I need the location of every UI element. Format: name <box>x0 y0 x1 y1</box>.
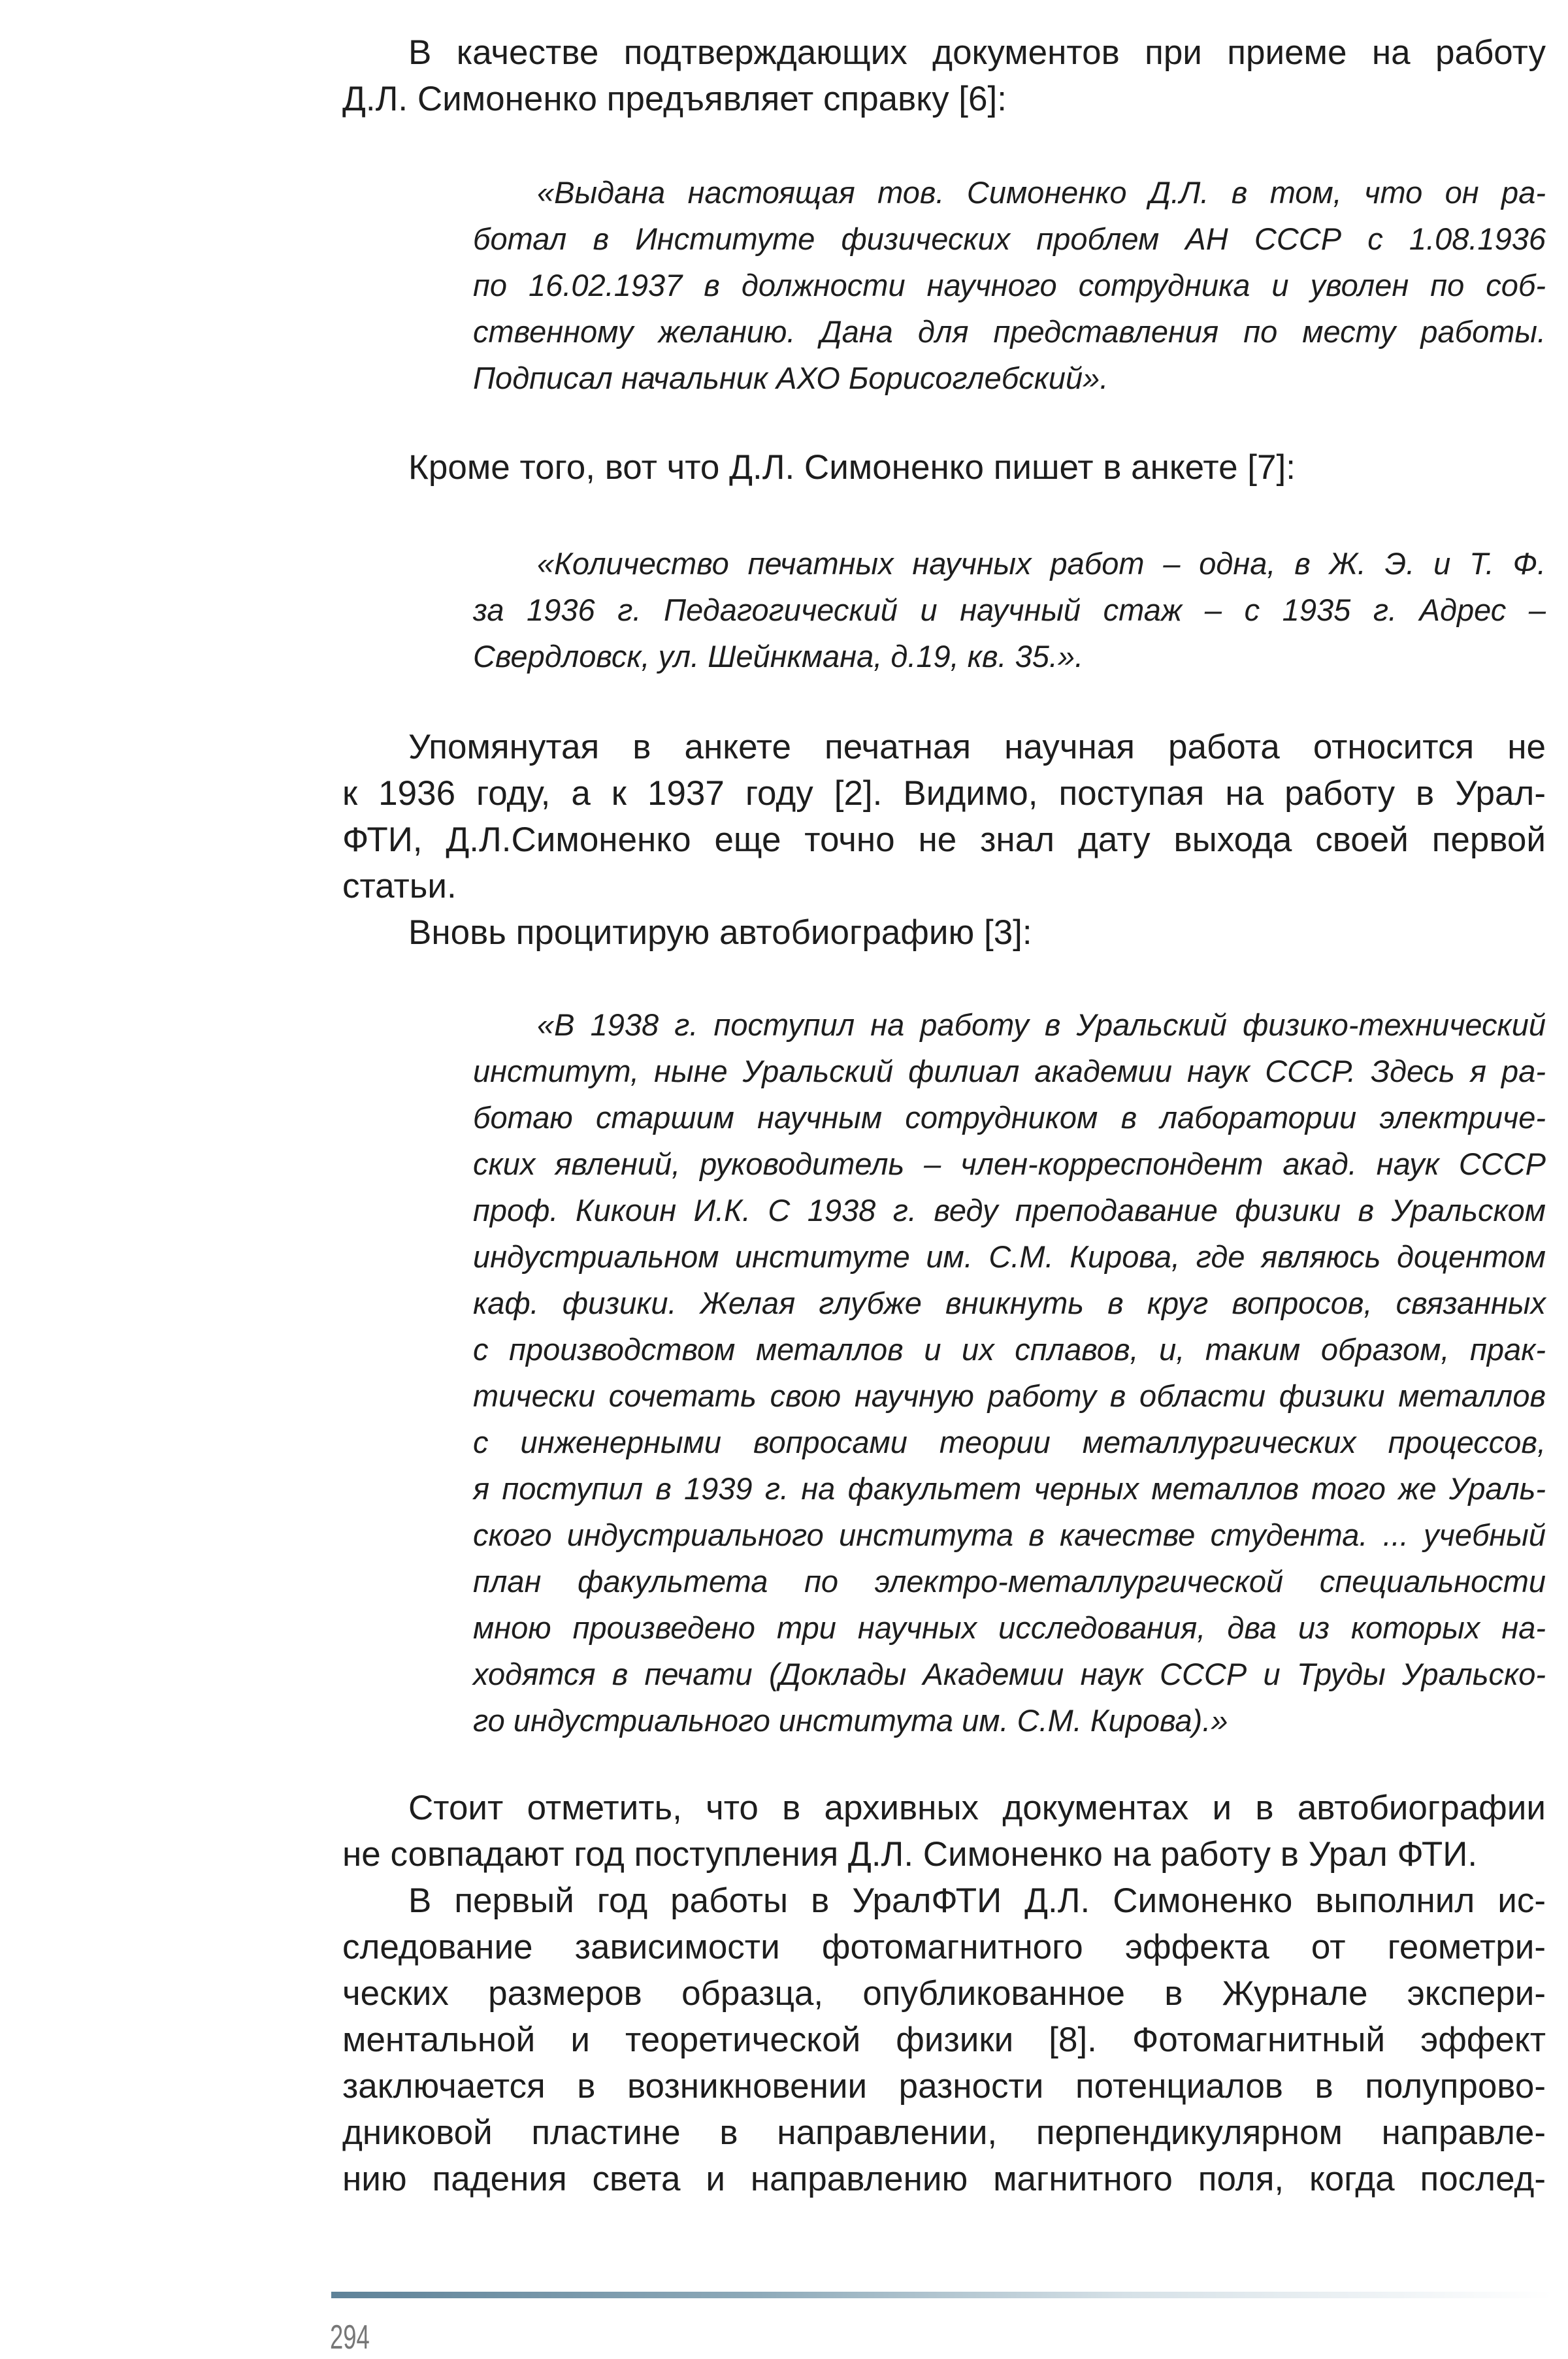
text-line: «Выдана настоящая тов. Симоненко Д.Л. в том, что он ра- <box>537 175 1546 210</box>
text-line: ходятся в печати (Доклады Академии наук СССР и Труды Уральско- <box>473 1657 1546 1691</box>
text-line: с производством металлов и их сплавов, и, таким образом, прак- <box>473 1332 1546 1367</box>
text-line: институт, ныне Уральский филиал академии наук СССР. Здесь я ра- <box>473 1054 1546 1088</box>
text-line: Вновь процитирую автобиографию [3]: <box>408 913 1032 952</box>
text-line: ственному желанию. Дана для представления по месту работы. <box>473 314 1546 349</box>
text-line: «В 1938 г. поступил на работу в Уральский физико-технический <box>537 1007 1546 1042</box>
text-line: го индустриального института им. С.М. Кирова).» <box>473 1703 1228 1738</box>
text-line: нию падения света и направлению магнитного поля, когда послед- <box>342 2160 1546 2198</box>
paragraph <box>342 1878 1546 2202</box>
text-line: Стоит отметить, что в архивных документах и в автобиографии <box>408 1789 1546 1827</box>
text-line: Подписал начальник АХО Борисоглебский». <box>473 361 1109 395</box>
text-line: следование зависимости фотомагнитного эффекта от геометри- <box>342 1928 1546 1966</box>
paragraph <box>342 444 1546 491</box>
text-line: ских явлений, руководитель – член-корреспондент акад. наук СССР <box>473 1147 1546 1181</box>
text-line: «Количество печатных научных работ – одна, в Ж. Э. и Т. Ф. <box>537 546 1546 581</box>
footer-divider <box>331 2292 1553 2298</box>
text-line: ческих размеров образца, опубликованное в Журнале экспери- <box>342 1974 1546 2013</box>
block-quote <box>473 169 1546 401</box>
text-line: тически сочетать свою научную работу в области физики металлов <box>473 1378 1546 1413</box>
text-line: ментальной и теоретической физики [8]. Фотомагнитный эффект <box>342 2021 1546 2059</box>
text-line: ФТИ, Д.Л.Симоненко еще точно не знал дату выхода своей первой <box>342 821 1546 859</box>
text-line: Упомянутая в анкете печатная научная работа относится не <box>408 728 1546 766</box>
text-line: Кроме того, вот что Д.Л. Симоненко пишет в анкете [7]: <box>408 448 1296 487</box>
text-line: к 1936 году, а к 1937 году [2]. Видимо, поступая на работу в Урал- <box>342 774 1546 813</box>
text-line: В первый год работы в УралФТИ Д.Л. Симоненко выполнил ис- <box>408 1881 1546 1920</box>
text-line: план факультета по электро-металлургической специальности <box>473 1564 1546 1599</box>
paragraph <box>342 909 1546 956</box>
text-line: не совпадают год поступления Д.Л. Симоненко на работу в Урал ФТИ. <box>342 1835 1478 1874</box>
text-line: каф. физики. Желая глубже вникнуть в круг вопросов, связанных <box>473 1286 1546 1320</box>
text-line: В качестве подтверждающих документов при приеме на работу <box>408 33 1546 72</box>
text-line: индустриальном институте им. С.М. Кирова, где являюсь доцентом <box>473 1239 1546 1274</box>
text-line: за 1936 г. Педагогический и научный стаж – с 1935 г. Адрес – <box>473 593 1546 627</box>
block-quote <box>473 540 1546 679</box>
block-quote <box>473 1001 1546 1744</box>
paragraph <box>342 29 1546 122</box>
text-line: я поступил в 1939 г. на факультет черных металлов того же Ураль- <box>473 1471 1546 1506</box>
text-line: статьи. <box>342 867 457 905</box>
text-line: ботаю старшим научным сотрудником в лаборатории электриче- <box>473 1100 1546 1135</box>
page-number: 294 <box>330 2318 370 2356</box>
text-line: мною произведено три научных исследования, два из которых на- <box>473 1610 1546 1645</box>
text-line: проф. Кикоин И.К. С 1938 г. веду преподавание физики в Уральском <box>473 1193 1546 1228</box>
text-line: дниковой пластине в направлении, перпендикулярном направле- <box>342 2113 1546 2152</box>
text-line: Д.Л. Симоненко предъявляет справку [6]: <box>342 80 1007 118</box>
text-line: заключается в возникновении разности потенциалов в полупрово- <box>342 2067 1546 2106</box>
text-line: по 16.02.1937 в должности научного сотрудника и уволен по соб- <box>473 268 1546 302</box>
paragraph <box>342 724 1546 909</box>
text-line: ского индустриального института в качестве студента. ... учебный <box>473 1518 1546 1552</box>
text-line: Свердловск, ул. Шейнкмана, д.19, кв. 35.». <box>473 639 1084 674</box>
paragraph <box>342 1785 1546 1878</box>
text-line: с инженерными вопросами теории металлургических процессов, <box>473 1425 1546 1459</box>
text-line: ботал в Институте физических проблем АН СССР с 1.08.1936 <box>473 221 1546 256</box>
